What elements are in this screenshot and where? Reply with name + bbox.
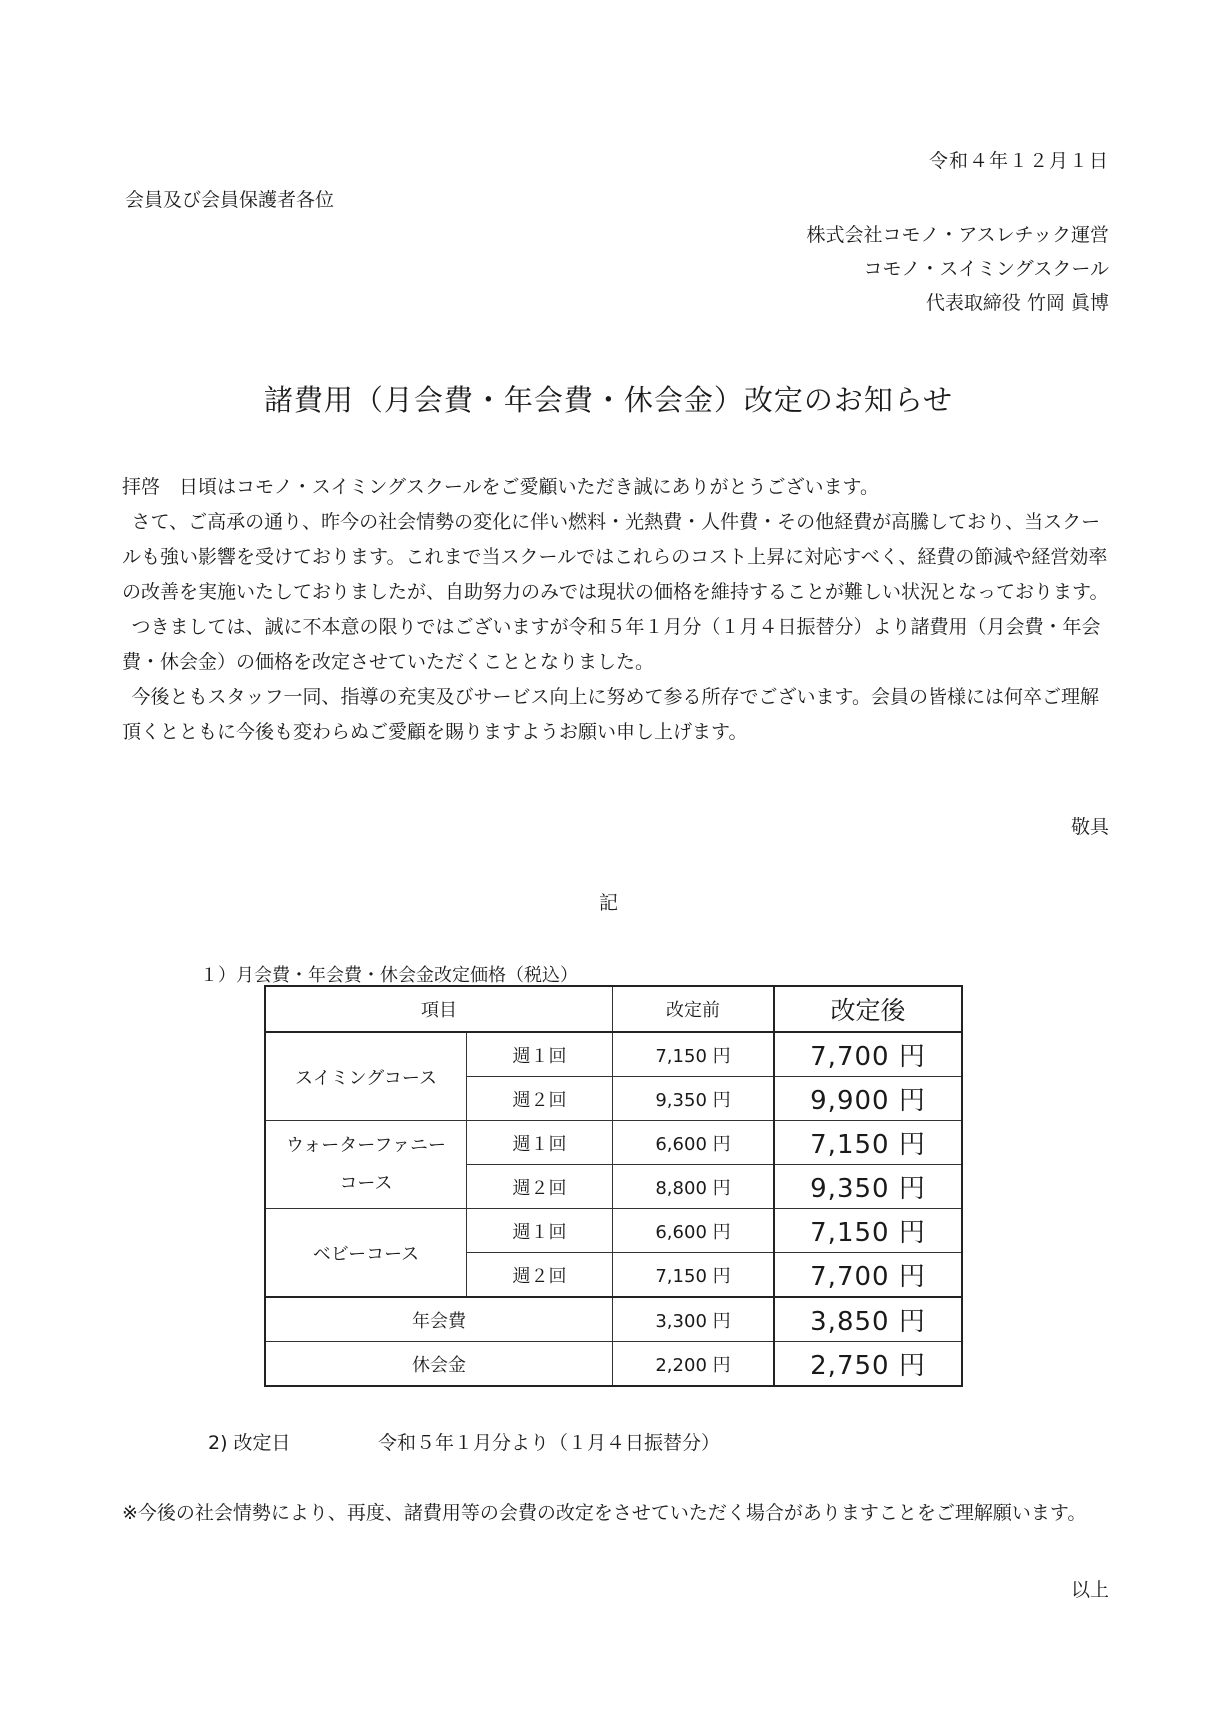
header-after: 改定後 (774, 986, 962, 1032)
end-mark: 以上 (1070, 1579, 1109, 1601)
body-paragraph: 今後ともスタッフ一同、指導の充実及びサービス向上に努めて参る所存でございます。会員の皆様には何卒ご理解頂くとともに今後も変わらぬご愛顧を賜りますようお願い申し上げます。 (122, 686, 1099, 743)
price-after: 7,700 円 (774, 1253, 962, 1298)
letter-date: 令和４年１２月１日 (928, 150, 1109, 172)
price-after: 7,150 円 (774, 1121, 962, 1165)
header-before: 改定前 (613, 986, 775, 1032)
frequency-cell: 週２回 (467, 1165, 613, 1209)
price-before: 7,150 円 (613, 1253, 775, 1298)
frequency-cell: 週２回 (467, 1253, 613, 1298)
price-before: 2,200 円 (613, 1342, 775, 1387)
body-paragraph: 拝啓 日頃はコモノ・スイミングスクールをご愛顧いただき誠にありがとうございます。 (122, 476, 879, 498)
table-row (265, 1209, 962, 1253)
table-row (265, 1297, 962, 1342)
letter-body (122, 470, 1112, 750)
fee-table (264, 985, 963, 1387)
course-label-line2: コース (339, 1172, 393, 1194)
price-before: 3,300 円 (613, 1297, 775, 1342)
table-row (265, 1342, 962, 1387)
price-before: 7,150 円 (613, 1032, 775, 1077)
body-paragraph: さて、ご高承の通り、昨今の社会情勢の変化に伴い燃料・光熱費・人件費・その他経費が高騰しており、当スクールも強い影響を受けております。これまで当スクールではこれらのコスト上昇に対応すべく、経費の節減や経営効率の改善を実施いたしておりましたが、自助努力のみでは現状の価格を維持することが難しい状況となっております。 (122, 511, 1109, 603)
header-item: 項目 (265, 986, 613, 1032)
course-baby: ベビーコース (265, 1209, 467, 1298)
body-paragraph: つきましては、誠に不本意の限りではございますが令和５年１月分（１月４日振替分）より諸費用（月会費・年会費・休会金）の価格を改定させていただくこととなりました。 (122, 616, 1101, 673)
price-after: 7,150 円 (774, 1209, 962, 1253)
footnote: ※今後の社会情勢により、再度、諸費用等の会費の改定をさせていただく場合がありますことをご理解願います。 (122, 1502, 1087, 1524)
price-before: 6,600 円 (613, 1121, 775, 1165)
price-before: 9,350 円 (613, 1077, 775, 1121)
table-header-row (265, 986, 962, 1032)
section1-title: １）月会費・年会費・休会金改定価格（税込） (200, 965, 578, 986)
suspension-fee-label: 休会金 (265, 1342, 613, 1387)
price-after: 7,700 円 (774, 1032, 962, 1077)
price-after: 2,750 円 (774, 1342, 962, 1387)
sender-representative: 代表取締役 竹岡 眞博 (925, 292, 1109, 314)
notice-title: 諸費用（月会費・年会費・休会金）改定のお知らせ (263, 383, 954, 417)
sender-block (807, 218, 1109, 320)
sender-company: 株式会社コモノ・アスレチック運営 (806, 224, 1109, 246)
frequency-cell: 週１回 (467, 1032, 613, 1077)
annual-fee-label: 年会費 (265, 1297, 613, 1342)
ki-heading: 記 (598, 892, 618, 914)
price-before: 6,600 円 (613, 1209, 775, 1253)
price-before: 8,800 円 (613, 1165, 775, 1209)
closing-keigu: 敬具 (1070, 816, 1109, 838)
frequency-cell: 週２回 (467, 1077, 613, 1121)
price-after: 9,350 円 (774, 1165, 962, 1209)
frequency-cell: 週１回 (467, 1121, 613, 1165)
table-row (265, 1032, 962, 1077)
price-after: 9,900 円 (774, 1077, 962, 1121)
section2-value: 令和５年１月分より（１月４日振替分） (378, 1432, 721, 1454)
sender-school: コモノ・スイミングスクール (863, 258, 1109, 280)
section2-label: 2) 改定日 (208, 1432, 291, 1454)
course-swimming: スイミングコース (265, 1032, 467, 1121)
course-label-line1: ウォーターファニー (285, 1134, 447, 1156)
frequency-cell: 週１回 (467, 1209, 613, 1253)
course-water-funny (265, 1121, 467, 1209)
table-row (265, 1121, 962, 1165)
addressee: 会員及び会員保護者各位 (125, 189, 335, 211)
price-after: 3,850 円 (774, 1297, 962, 1342)
